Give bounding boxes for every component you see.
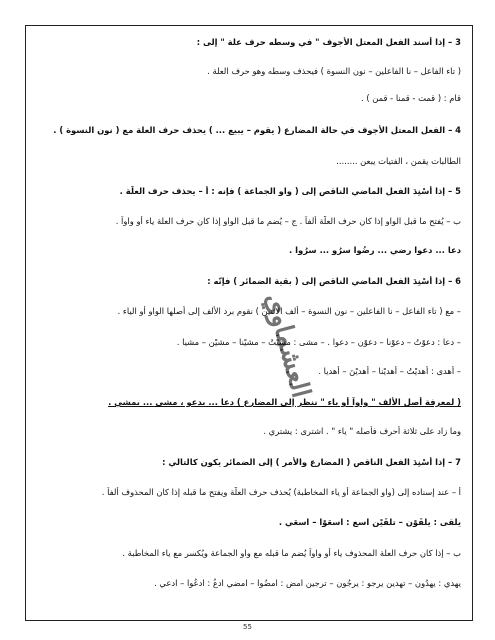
rule-7-heading: 7 – إذا أُسْنِدَ الفعل الناقص ( المضارع والأمر ) إلى الضمائر يكون كالتالي : (162, 457, 461, 467)
rule-7-b-example: يهدي : يهدُون – تهدين يرجو : يرجُون – ترجين امض : امضُوا – امضي ادعُ : ادعُوا – ادعي . (154, 578, 461, 588)
page-number: 55 (243, 623, 252, 631)
rule-5-detail: ب – يُفتح ما قبل الواو إذا كان حرف العلّة ألفاً . ج – يُضم ما قبل الواو إذا كان حرف العلة ياء أو واواً . (115, 216, 461, 226)
rule-3-example: قام : ( قمت - قمنا - قمن ) . (361, 93, 461, 103)
rule-7-b: ب – إذا كان حرف العلة المحذوف ياء أو واواً يُضم ما قبله مع واو الجماعة ويُكسر مع ياء المخاطبة . (122, 548, 461, 558)
rule-3-heading: 3 – إذا أُسند الفعل المعتل الأجوف " في وسطه حرف علة " إلى : (196, 37, 461, 47)
rule-5-heading: 5 – إذا أُسْنِدَ الفعل الماضي الناقص إلى ( واو الجماعة ) فإنه : أ – يحذف حرف العلّة . (119, 186, 461, 196)
rule-6-detail: – مع ( تاء الفاعل – نا الفاعلين – نون النسوة – ألف الاثنين ) نقوم برد الألف إلى أصلها الواو أو الياء . (117, 306, 461, 316)
note-more-than-three: وما زاد على ثلاثة أحرف فأصله " ياء " . اشترى : يشتري . (263, 426, 461, 436)
author-watermark: العشماوي (259, 290, 316, 402)
rule-4-example: الطالبات يقمن ، الفتيات يبعن ........ (336, 156, 461, 166)
note-alif-origin-text: ( لمعرفة أصل الألف " واواً أو ياء " ننظر إلى المضارع ) دعا ... يدعو ، مشى ... يمشي . (108, 397, 461, 407)
rule-6-heading: 6 – إذا أُسْنِدَ الفعل الماضي الناقص إلى ( بقية الضمائر ) فإنّه : (207, 276, 461, 286)
rule-6-example-2: – أهدى : أهديْتُ – أهديْنا – أهديْنَ – أهديا . (318, 366, 461, 376)
rule-7-a: أ – عند إسناده إلى (واو الجماعة أو ياء المخاطبة) يُحذف حرف العلّة ويفتح ما قبله إذا كان المحذوف ألفاً . (101, 487, 461, 497)
rule-5-example: دعا ... دعوا رضي ... رضُوا سرُو ... سرُوا . (289, 245, 461, 255)
rule-6-example-1: – دعا : دعوْتُ – دعوْنا – دعوْن – دعوا . – مشى : مشيْتُ – مشيْنا – مشيْن – مشيا . (176, 337, 461, 347)
rule-4-heading: 4 – الفعل المعتل الأجوف في حالة المضارع ( يقوم – يبيع ... ) يحذف حرف العلة مع ( نون النسوة ) . (53, 125, 461, 135)
rule-3-detail: ( تاء الفاعل – نا الفاعلين – نون النسوة ) فيحذف وسطه وهو حرف العلة . (207, 66, 461, 76)
rule-7-a-example: يلقى : يلقَوْن – تلقَيْن اسع : اسعَوْا – اسعَي . (278, 517, 461, 527)
